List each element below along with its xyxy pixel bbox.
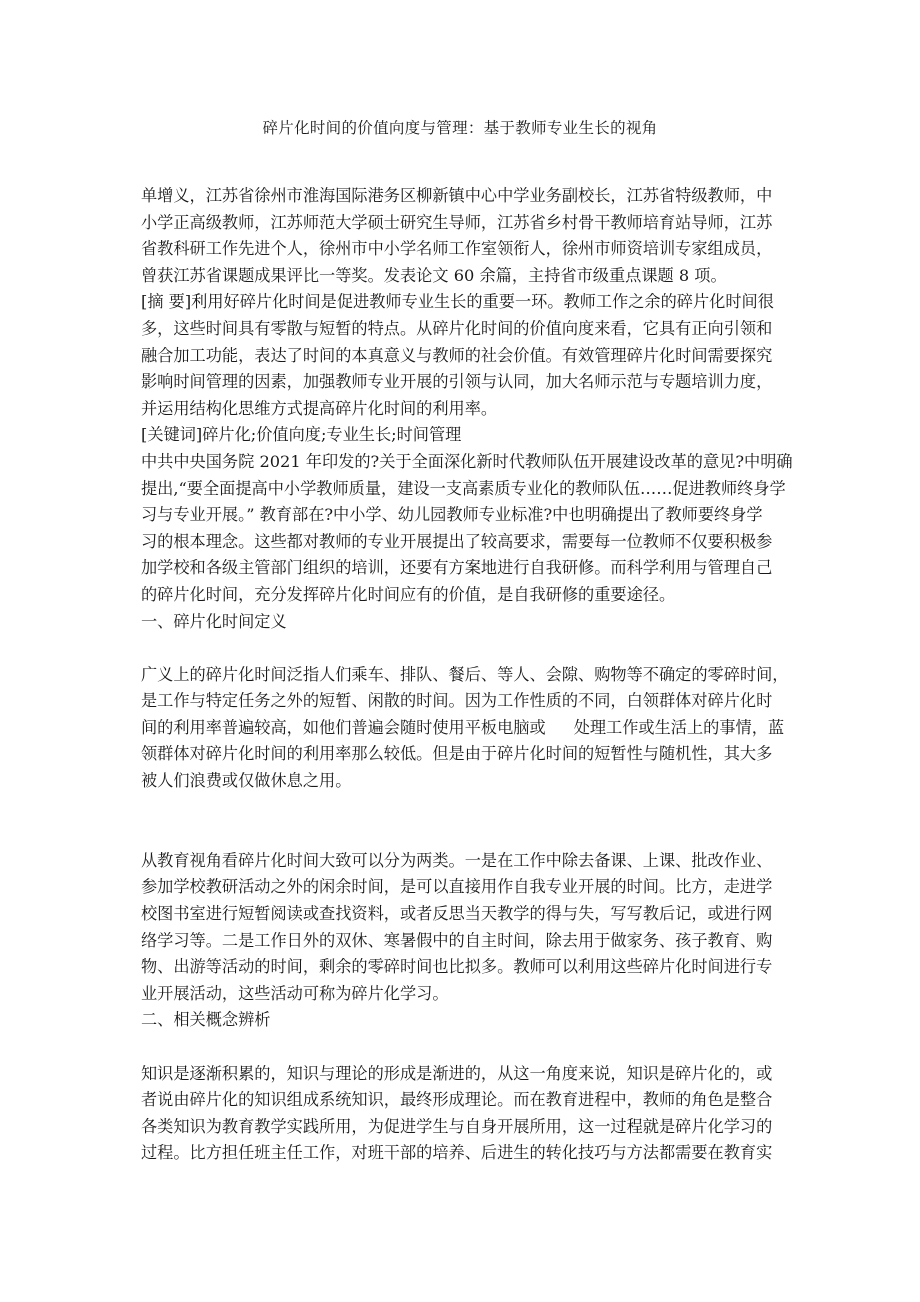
section1-paragraph-1	[141, 662, 789, 795]
section1-paragraph-2	[141, 848, 781, 1008]
author-bio	[141, 183, 781, 289]
text-line	[141, 715, 785, 742]
text-fragment: 间的利用率普遍较高，如他们普遍会随时使用平板电脑或	[141, 717, 546, 737]
blank-line	[141, 1034, 781, 1061]
text-line: 小学正高级教师，江苏师范大学硕士研究生导师，江苏省乡村骨干教师培育站导师，江苏	[141, 212, 773, 232]
text-line: 是工作与特定任务之外的短暂、闲散的时间。因为工作性质的不同，白领群体对碎片化时	[141, 691, 773, 711]
text-line: 者说由碎片化的知识组成系统知识，最终形成理论。而在教育进程中，教师的角色是整合	[141, 1090, 773, 1110]
text-line: 省教科研工作先进个人，徐州市中小学名师工作室领衔人，徐州市师资培训专家组成员，	[141, 239, 773, 259]
text-line: 中共中央国务院 2021 年印发的?关于全面深化新时代教师队伍开展建设改革的意见?中明确	[141, 451, 793, 471]
document-body	[141, 183, 793, 1167]
text-line: 领群体对碎片化时间的利用率那么较低。但是由于碎片化时间的短暂性与随机性，其大多	[141, 744, 773, 764]
text-line: 提出,“要全面提高中小学教师质量，建设一支高素质专业化的教师队伍……促进教师终身学	[141, 478, 786, 498]
section-heading-2: 二、相关概念辨析	[141, 1010, 271, 1030]
text-line: 络学习等。二是工作日外的双休、寒暑假中的自主时间，除去用于做家务、孩子教育、购	[141, 930, 773, 950]
text-line: 融合加工功能，表达了时间的本真意义与教师的社会价值。有效管理碎片化时间需要探究	[141, 345, 773, 365]
blank-line	[141, 821, 781, 848]
text-line: 广义上的碎片化时间泛指人们乘车、排队、餐后、等人、会隙、购物等不确定的零碎时间，	[141, 664, 789, 684]
blank-line	[141, 635, 781, 662]
text-line: 影响时间管理的因素，加强教师专业开展的引领与认同，加大名师示范与专题培训力度，	[141, 372, 773, 392]
text-fragment: 处理工作或生活上的事情，蓝	[573, 717, 785, 737]
text-line: 知识是逐渐积累的，知识与理论的形成是渐进的，从这一角度来说，知识是碎片化的，或	[141, 1063, 773, 1083]
text-line: 业开展活动，这些活动可称为碎片化学习。	[141, 983, 449, 1003]
text-line: 曾获江苏省课题成果评比一等奖。发表论文 60 余篇，主持省市级重点课题 8 项。	[141, 265, 727, 285]
intro-paragraph	[141, 449, 793, 609]
document-title: 碎片化时间的价值向度与管理：基于教师专业生长的视角	[262, 119, 658, 137]
text-line: [摘 要]利用好碎片化时间是促进教师专业生长的重要一环。教师工作之余的碎片化时间很	[141, 292, 774, 312]
text-line: 习的根本理念。这些都对教师的专业开展提出了较高要求，需要每一位教师不仅要积极参	[141, 531, 773, 551]
section2-paragraph-1	[141, 1061, 781, 1167]
text-line: 习与专业开展。” 教育部在?中小学、幼儿园教师专业标准?中也明确提出了教师要终身学	[141, 505, 763, 525]
section-heading-1: 一、碎片化时间定义	[141, 611, 287, 631]
text-line: 物、出游等活动的时间，剩余的零碎时间也比拟多。教师可以利用这些碎片化时间进行专	[141, 957, 773, 977]
text-line: 参加学校教研活动之外的闲余时间，是可以直接用作自我专业开展的时间。比方，走进学	[141, 877, 773, 897]
abstract	[141, 289, 781, 422]
text-line: 的碎片化时间，充分发挥碎片化时间应有的价值，是自我研修的重要途径。	[141, 584, 676, 604]
text-line: 从教育视角看碎片化时间大致可以分为两类。一是在工作中除去备课、上课、批改作业、	[141, 850, 773, 870]
text-line: 多，这些时间具有零散与短暂的特点。从碎片化时间的价值向度来看，它具有正向引领和	[141, 318, 773, 338]
blank-line	[141, 795, 781, 822]
text-line: 过程。比方担任班主任工作，对班干部的培养、后进生的转化技巧与方法都需要在教育实	[141, 1143, 773, 1163]
keywords: [关键词]碎片化;价值向度;专业生长;时间管理	[141, 425, 462, 445]
text-line: 并运用结构化思维方式提高碎片化时间的利用率。	[141, 398, 498, 418]
text-line: 被人们浪费或仅做休息之用。	[141, 771, 352, 791]
text-line: 加学校和各级主管部门组织的培训，还要有方案地进行自我研修。而科学利用与管理自己	[141, 558, 773, 578]
text-line: 校图书室进行短暂阅读或查找资料，或者反思当天教学的得与失，写写教后记，或进行网	[141, 904, 773, 924]
text-line: 各类知识为教育教学实践所用，为促进学生与自身开展所用，这一过程就是碎片化学习的	[141, 1116, 773, 1136]
text-line: 单增义，江苏省徐州市淮海国际港务区柳新镇中心中学业务副校长，江苏省特级教师，中	[141, 186, 773, 205]
